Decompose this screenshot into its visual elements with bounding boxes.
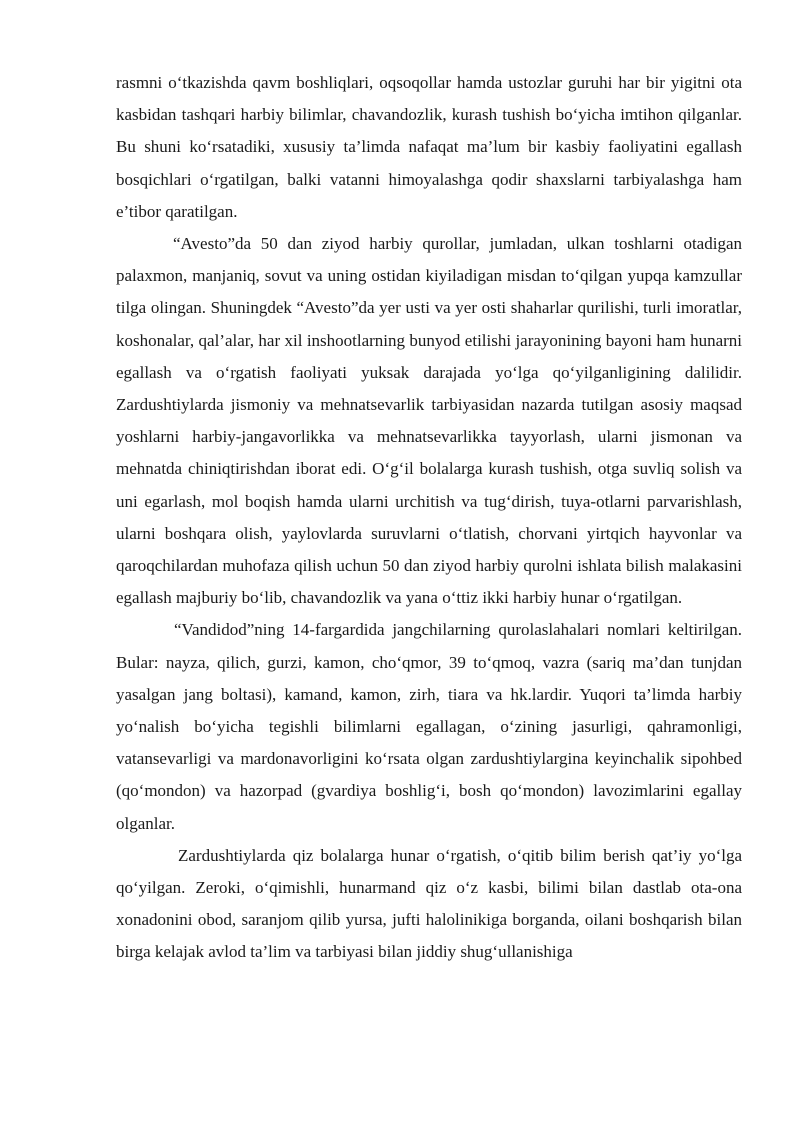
paragraph-vandidod: “Vandidod”ning 14-fargardida jangchilarning qurolaslahalari nomlari keltirilgan. Bular: nayza, qilich, gurzi, kamon, cho‘qmor, 39 to‘qmoq, vazra (sariq ma’dan tunjdan yasalgan jang boltasi), kamand, kamon, zirh, tiara va hk.lardir. Yuqori ta’limda harbiy yo‘nalish bo‘yicha tegishli bilimlarni egallagan, o‘zining jasurligi, qahramonligi, vatansevarligi va mardonavorligini ko‘rsata olgan zardushtiylargina keyinchalik sipohbed (qo‘mondon) va hazorpad (gvardiya boshlig‘i, bosh qo‘mondon) lavozimlarini egallay olganlar. (116, 620, 742, 833)
paragraph-avesto-weapons: “Avesto”da 50 dan ziyod harbiy qurollar, jumladan, ulkan toshlarni otadigan palaxmon, manjaniq, sovut va uning ostidan kiyiladigan misdan to‘qilgan yupqa kamzullar tilga olingan. Shuningdek “Avesto”da yer usti va yer osti shaharlar qurilishi, turli imoratlar, koshonalar, qal’alar, har xil inshootlarning bunyod etilishi jarayonining bayoni ham hunarni egallash va o‘rgatish faoliyati yuksak darajada yo‘lga qo‘yilganligining dalilidir. Zardushtiylarda jismoniy va mehnatsevarlik tarbiyasidan nazarda tutilgan asosiy maqsad yoshlarni harbiy-jangavorlikka va mehnatsevarlikka tayyorlash, ularni jismonan va mehnatda chiniqtirishdan iborat edi. O‘g‘il bolalarga kurash tushish, otga suvliq solish va uni egarlash, mol boqish hamda ularni urchitish va tug‘dirish, tuya-otlarni parvarishlash, ularni boshqara olish, yaylovlarda suruvlarni o‘tlatish, chorvani yirtqich hayvonlar va qaroqchilardan muhofaza qilish uchun 50 dan ziyod harbiy qurolni ishlata bilish malakasini egallash majburiy bo‘lib, chavandozlik va yana o‘ttiz ikki harbiy hunar o‘rgatilgan. (116, 234, 742, 608)
paragraph-girls-education: Zardushtiylarda qiz bolalarga hunar o‘rgatish, o‘qitib bilim berish qat’iy yo‘lga qo‘yilgan. Zeroki, o‘qimishli, hunarmand qiz o‘z kasbi, bilimi bilan dastlab ota-ona xonadonini obod, saranjom qilib yursa, jufti halolinikiga borganda, oilani boshqarish bilan birga kelajak avlod ta’lim va tarbiyasi bilan jiddiy shug‘ullanishiga (116, 845, 742, 962)
document-page (116, 67, 742, 969)
paragraph-continuation: rasmni o‘tkazishda qavm boshliqlari, oqsoqollar hamda ustozlar guruhi har bir yigitni ota kasbidan tashqari harbiy bilimlar, chavandozlik, kurash tushish bo‘yicha imtihon qilganlar. Bu shuni ko‘rsatadiki, xususiy ta’limda nafaqat ma’lum bir kasbiy faoliyatini egallash bosqichlari o‘rgatilgan, balki vatanni himoyalashga qodir shaxslarni tarbiyalashga ham e’tibor qaratilgan. (116, 73, 742, 221)
